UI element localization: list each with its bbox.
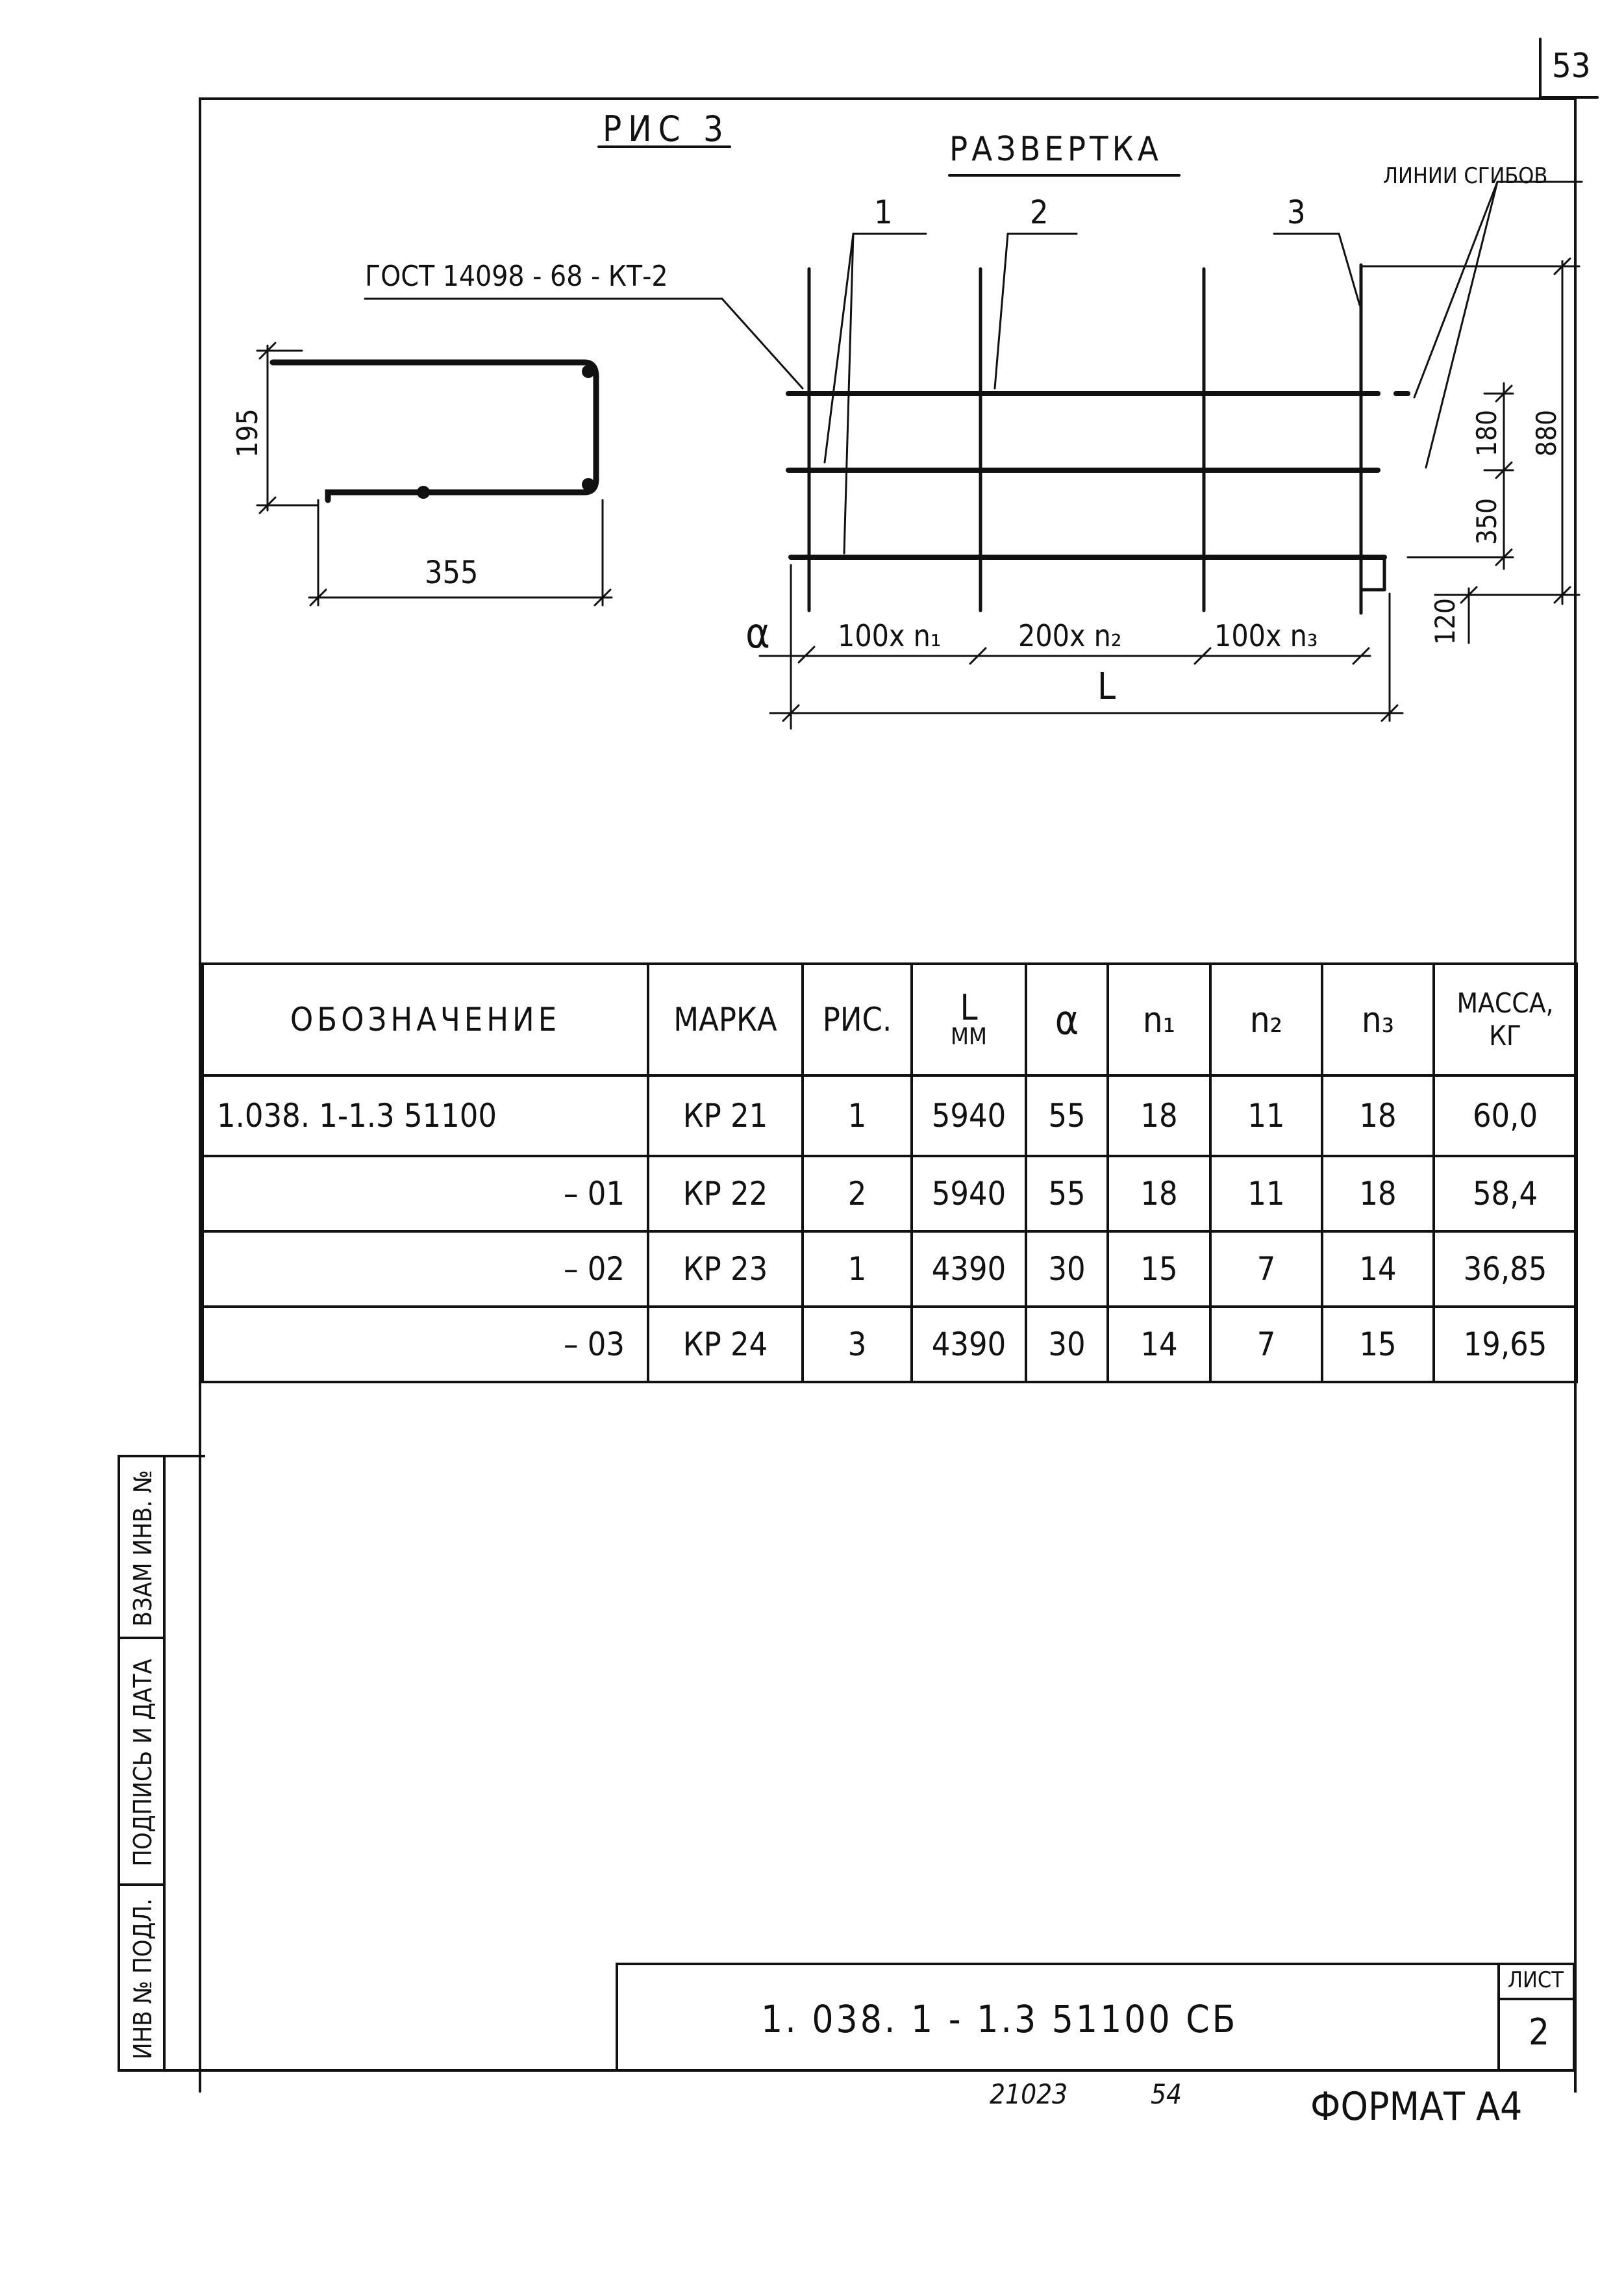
cell-mass: 60,0: [1434, 1075, 1577, 1156]
header-fig: РИС.: [803, 964, 912, 1075]
sheet-box: [1497, 1963, 1575, 2072]
dimension-180: 180: [1471, 409, 1503, 457]
cell-n2: 11: [1210, 1075, 1322, 1156]
table-row: [203, 1231, 1577, 1307]
cell-designation: – 01: [203, 1156, 648, 1231]
stamp-signature-date: [120, 1639, 166, 1886]
header-mass-unit: КГ: [1489, 1020, 1521, 1051]
cell-a: 30: [1026, 1307, 1108, 1382]
callout-3: 3: [1287, 194, 1306, 231]
cell-n2: 7: [1210, 1231, 1322, 1307]
side-stamp-strip: [118, 1455, 205, 2072]
header-n3: n₃: [1322, 964, 1434, 1075]
flat-pattern-title: РАЗВЕРТКА: [949, 130, 1162, 169]
cell-fig: 3: [803, 1307, 912, 1382]
callout-1: 1: [874, 194, 893, 231]
dimension-seg1: 100х n₁: [838, 618, 942, 653]
document-code: 1. 038. 1 - 1.3 51100 СБ: [761, 1997, 1238, 2041]
dimension-seg2: 200х n₂: [1018, 618, 1122, 653]
header-mark: МАРКА: [648, 964, 803, 1075]
cell-mark: КР 21: [648, 1075, 803, 1156]
stamp-replaced-inv-text: ВЗАМ ИНВ. №: [129, 1470, 157, 1627]
cell-mark: КР 22: [648, 1156, 803, 1231]
dimension-880: 880: [1530, 409, 1563, 457]
sheet-label: ЛИСТ: [1508, 1967, 1564, 1993]
cell-mass: 58,4: [1434, 1156, 1577, 1231]
cell-a: 30: [1026, 1231, 1108, 1307]
sheet-number: 2: [1529, 2011, 1550, 2054]
header-designation: ОБОЗНАЧЕНИЕ: [203, 964, 648, 1075]
cell-n3: 14: [1322, 1231, 1434, 1307]
table-header-row: [203, 964, 1577, 1075]
dimension-length: L: [1097, 666, 1116, 708]
stamp-signature-date-text: ПОДПИСЬ И ДАТА: [129, 1659, 157, 1867]
dimension-a: α: [745, 610, 770, 658]
frame-top-border: [199, 97, 1577, 100]
figure-title: РИС 3: [603, 108, 730, 149]
cell-mark: КР 23: [648, 1231, 803, 1307]
cell-designation: 1.038. 1-1.3 51100: [203, 1075, 648, 1156]
cell-a: 55: [1026, 1156, 1108, 1231]
dimension-350: 350: [1471, 497, 1503, 546]
cell-fig: 1: [803, 1231, 912, 1307]
cell-n1: 15: [1108, 1231, 1210, 1307]
paper-format: ФОРМАТ А4: [1310, 2084, 1523, 2130]
dimension-section-width: 355: [425, 555, 479, 591]
table-row: [203, 1075, 1577, 1156]
cell-length: 5940: [912, 1156, 1026, 1231]
bend-lines-label: ЛИНИИ СГИБОВ: [1383, 163, 1548, 189]
title-block: [616, 1963, 1575, 2072]
header-mass-label: МАССА,: [1456, 987, 1554, 1019]
cell-designation: – 02: [203, 1231, 648, 1307]
table-row: [203, 1307, 1577, 1382]
cell-n1: 14: [1108, 1307, 1210, 1382]
gost-label: ГОСТ 14098 - 68 - КТ-2: [365, 260, 668, 293]
cell-n1: 18: [1108, 1075, 1210, 1156]
cell-n3: 15: [1322, 1307, 1434, 1382]
specification-table: [201, 962, 1578, 1383]
cell-n3: 18: [1322, 1075, 1434, 1156]
cell-fig: 1: [803, 1075, 912, 1156]
cell-length: 4390: [912, 1307, 1026, 1382]
cell-n2: 11: [1210, 1156, 1322, 1231]
header-length-symbol: L: [960, 987, 978, 1028]
stamp-original-inv-text: ИНВ № ПОДЛ.: [129, 1898, 157, 2059]
header-length: [912, 964, 1026, 1075]
dimension-section-height: 195: [231, 409, 264, 458]
stamp-replaced-inv: [120, 1457, 166, 1639]
cell-mass: 36,85: [1434, 1231, 1577, 1307]
page-number: 53: [1552, 47, 1591, 86]
dimension-seg3: 100х n₃: [1214, 618, 1318, 653]
cell-n3: 18: [1322, 1156, 1434, 1231]
note-number: 54: [1151, 2078, 1182, 2110]
cell-length: 5940: [912, 1075, 1026, 1156]
header-a: α: [1026, 964, 1108, 1075]
stamp-original-inv: [120, 1886, 166, 2072]
cell-fig: 2: [803, 1156, 912, 1231]
header-length-unit: ММ: [951, 1024, 987, 1050]
flat-pattern-sketch: [365, 147, 1582, 729]
table-row: [203, 1156, 1577, 1231]
cell-length: 4390: [912, 1231, 1026, 1307]
header-n2: n₂: [1210, 964, 1322, 1075]
callout-2: 2: [1030, 194, 1049, 231]
cell-n2: 7: [1210, 1307, 1322, 1382]
header-n1: n₁: [1108, 964, 1210, 1075]
cell-designation: – 03: [203, 1307, 648, 1382]
cell-a: 55: [1026, 1075, 1108, 1156]
sheet-label-divider: [1500, 1998, 1575, 2000]
cell-mass: 19,65: [1434, 1307, 1577, 1382]
cell-mark: КР 24: [648, 1307, 803, 1382]
header-mass: [1434, 964, 1577, 1075]
dimension-120: 120: [1429, 597, 1462, 646]
inventory-number: 21023: [990, 2078, 1068, 2110]
cell-n1: 18: [1108, 1156, 1210, 1231]
